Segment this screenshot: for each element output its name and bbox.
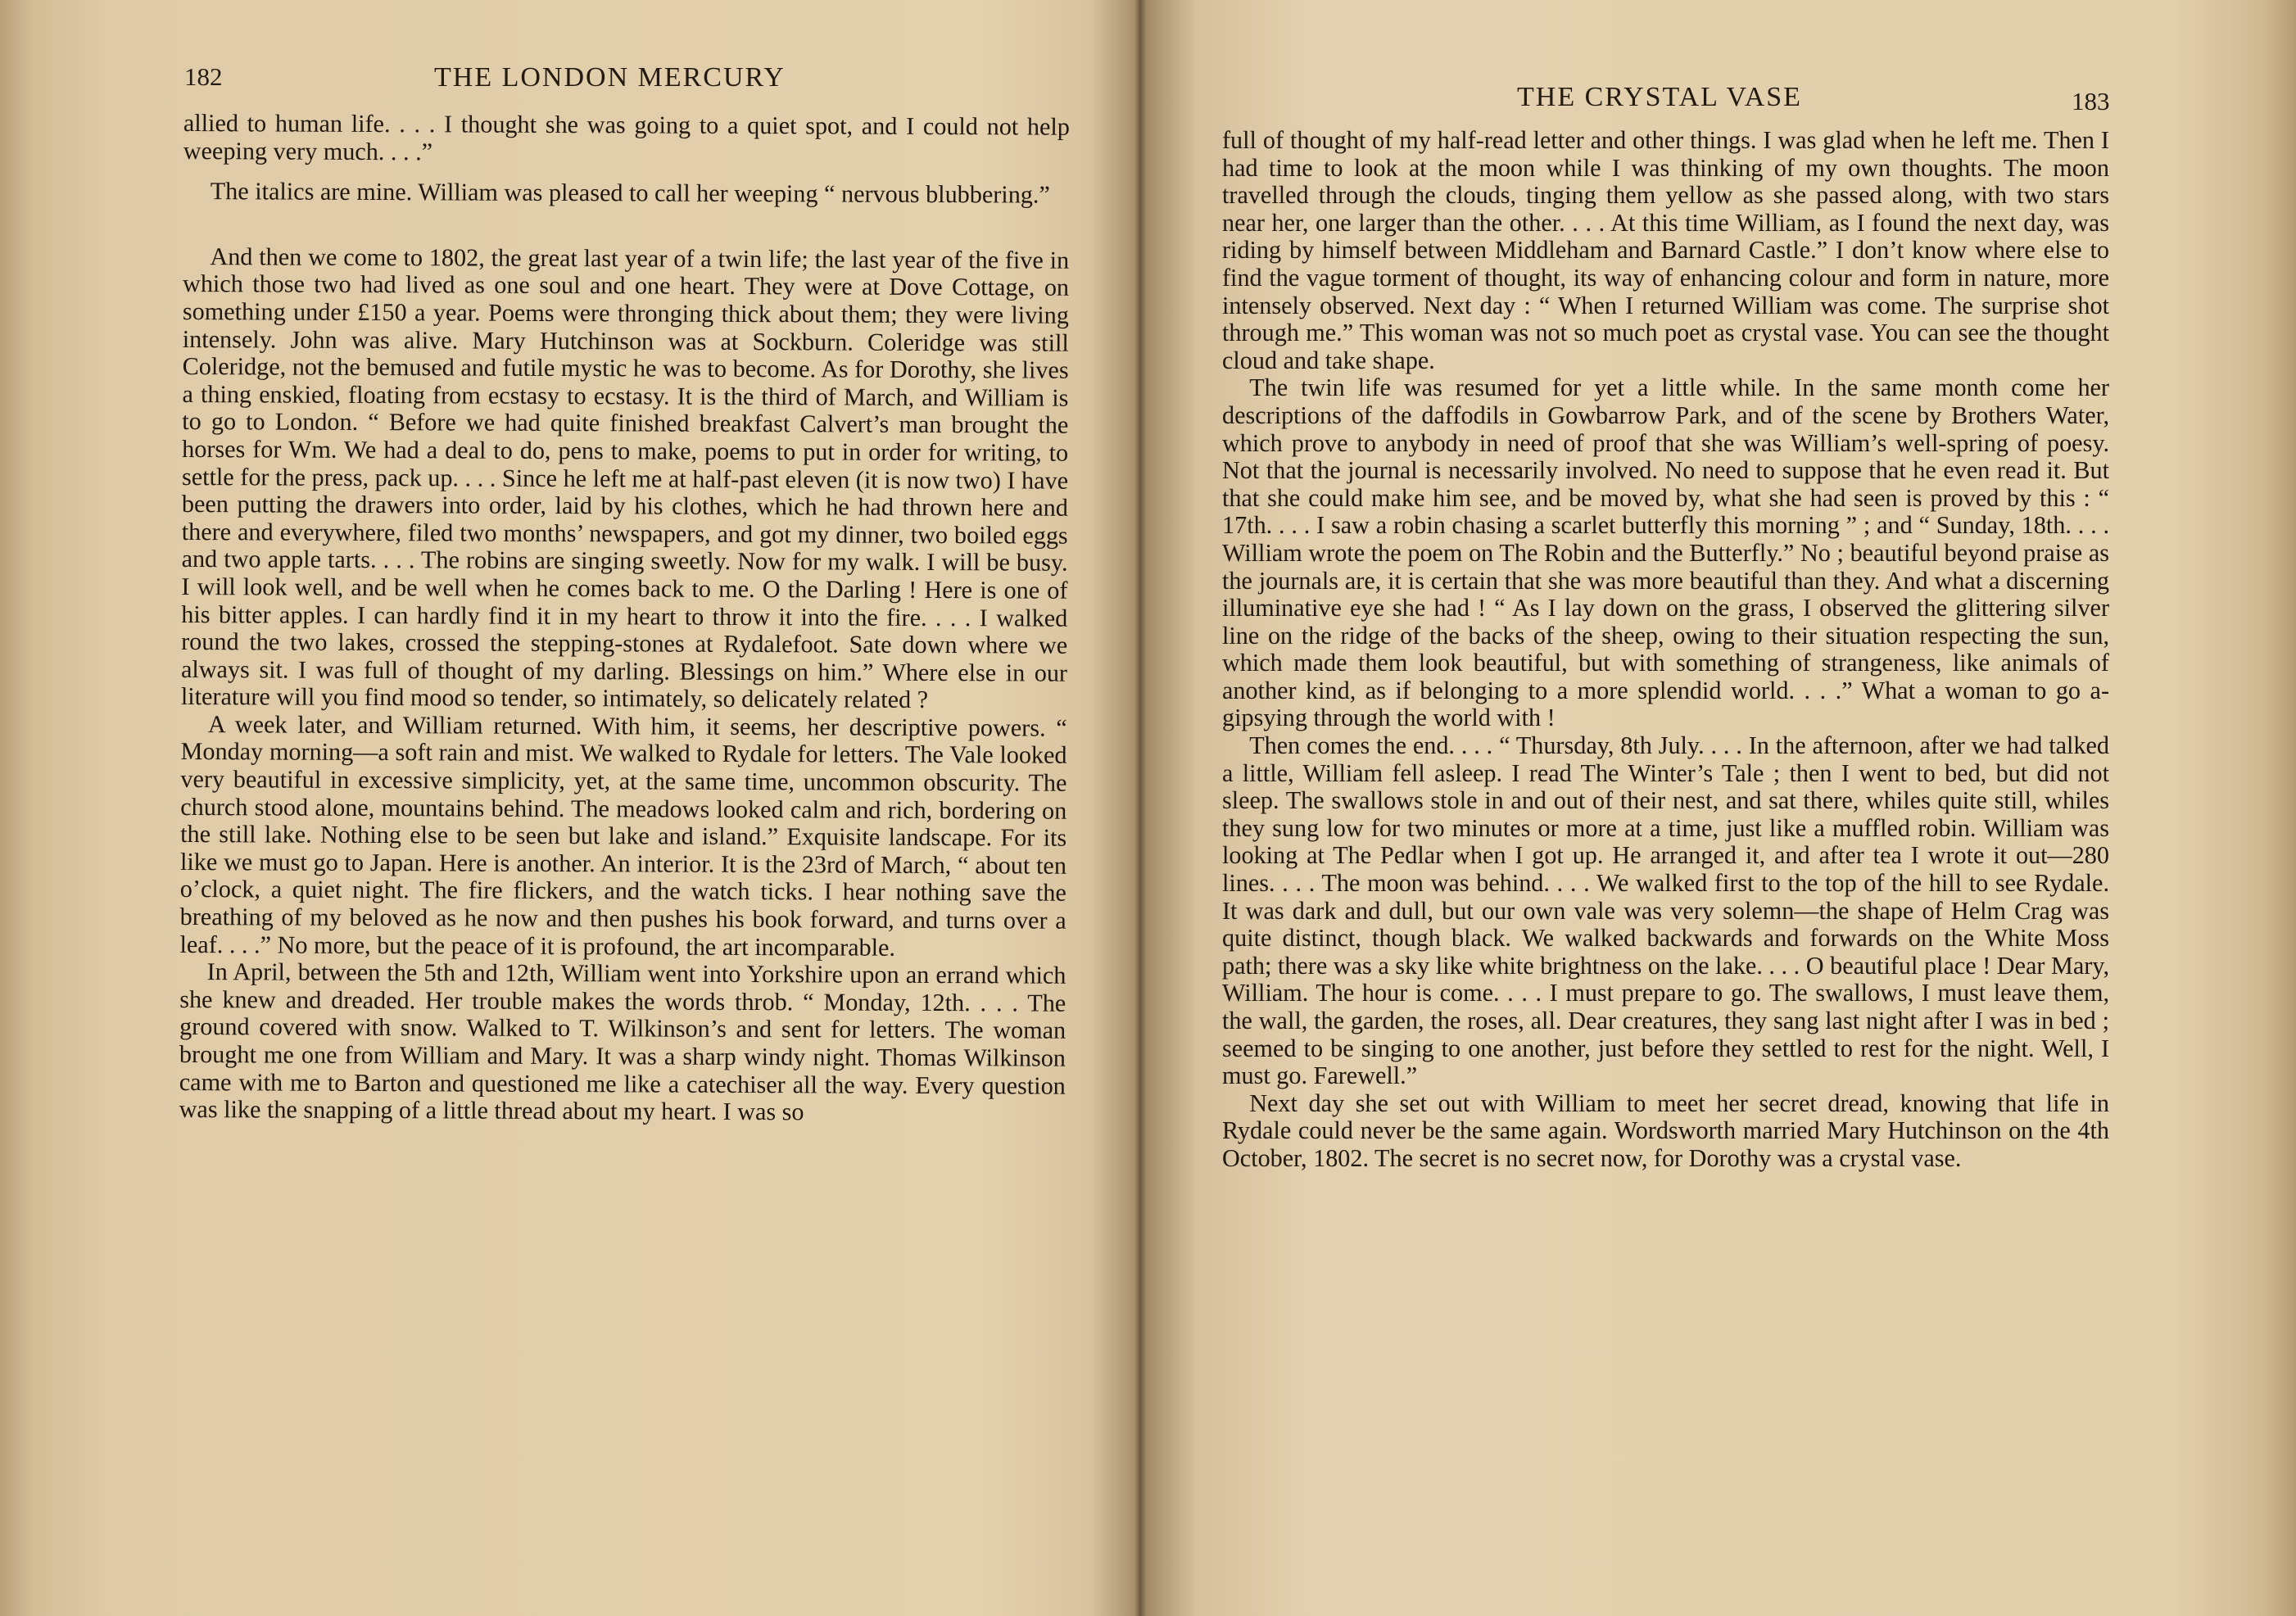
right-page-number: 183 [2072, 87, 2110, 115]
right-paragraph-1: full of thought of my half-read letter and other things. I was glad when he left me. Then I had time to look at the moon while I was thinking of my own thoughts. The moon travelled through the clouds, tinging them yellow as she passed along, with two stars near her, one larger than the other. . . . At this time William, as I found the next day, was riding by himself between Middleham and Barnard Castle.” I don’t know where else to find the vague torment of thought, its way of enhancing colour and form in nature, more intensely observed. Next day : “ When I returned William was come. The surprise shot through me.” This woman was not so much poet as crystal vase. You can see the thought cloud and take shape. [1222, 126, 2109, 374]
left-paragraph-2: The italics are mine. William was pleased to call her weeping “ nervous blubbering.” [210, 177, 1050, 209]
left-page [0, 0, 1140, 1616]
left-paragraph-3: And then we come to 1802, the great last year of a twin life; the last year of the five in which those two had lived as one soul and one heart. They were at Dove Cottage, on something under £150 a year. Poems were thronging thick about them; they were living intensely. John was alive. Mary Hutchinson was at Sockburn. Coleridge was still Coleridge, not the bemused and futile mystic he was to become. As for Dorothy, she lives a thing enskied, floating from ecstasy to ecstasy. It is the third of March, and William is to go to London. “ Before we had quite finished breakfast Calvert’s man brought the horses for Wm. We had a deal to do, pens to make, poems to put in order for writing, to settle for the press, pack up. . . . Since he left me at half-past eleven (it is now two) I have been putting the drawers into order, laid by his clothes, which he had thrown here and there and everywhere, filed two months’ newspapers, and got my dinner, two boiled eggs and two apple tarts. . . . The robins are singing sweetly. Now for my walk. I will be busy. I will look well, and be well when he comes back to me. O the Darling ! Here is one of his bitter apples. I can hardly find it in my heart to throw it into the fire. . . . I walked round the two lakes, crossed the stepping-stones at Rydalefoot. Sate down where we always sit. I was full of thought of my darling. Blessings on him.” Where else in our literature will you find mood so tender, so intimately, so delicately related ? [180, 242, 1070, 714]
left-page-number: 182 [184, 62, 223, 91]
left-body-text [179, 110, 1070, 1127]
left-paragraph-1: allied to human life. . . . I thought she was going to a quiet spot, and I could not help weeping very much. . . .” [183, 109, 1070, 165]
right-page [1140, 0, 2296, 1616]
right-running-head: THE CRYSTAL VASE [1517, 82, 1802, 112]
right-paragraph-4: Next day she set out with William to meet her secret dread, knowing that life in Rydale could never be the same again. Wordsworth married Mary Hutchinson on the 4th October, 1802. The secret is no secret now, for Dorothy was a crystal vase. [1222, 1089, 2109, 1172]
left-paragraph-5: In April, between the 5th and 12th, William went into Yorkshire upon an errand which she knew and dreaded. Her trouble makes the words throb. “ Monday, 12th. . . . The ground covered with snow. Walked to T. Wilkinson’s and sent for letters. The woman brought me one from William and Mary. It was a sharp windy night. Thomas Wilkinson came with me to Barton and questioned me like a catechiser all the way. Every question was like the snapping of a little thread about my heart. I was so [179, 957, 1066, 1126]
right-paragraph-3: Then comes the end. . . . “ Thursday, 8th July. . . . In the afternoon, after we had talked a little, William fell asleep. I read The Winter’s Tale ; then I went to bed, but did not sleep. The swallows stole in and out of their nest, and sat there, whiles quite still, whiles they sung low for two minutes or more at a time, just like a muffled robin. William was looking at The Pedlar when I got up. He arranged it, and after tea I wrote it out—280 lines. . . . The moon was behind. . . . We walked first to the top of the hill to see Rydale. It was dark and dull, but our own vale was very solemn—the shape of Helm Crag was quite distinct, though black. We walked backwards and forwards on the White Moss path; there was a sky like white brightness on the lake. . . . O beautiful place ! Dear Mary, William. The hour is come. . . . I must prepare to go. The swallows, I must leave them, the wall, the garden, the roses, all. Dear creatures, they sang last night after I was in bed ; seemed to be singing to one another, just before they settled to rest for the night. Well, I must go. Farewell.” [1222, 731, 2109, 1090]
right-paragraph-2: The twin life was resumed for yet a little while. In the same month come her descriptions of the daffodils in Gowbarrow Park, and of the scene by Brothers Water, which prove to anybody in need of proof that she was William’s well-spring of poesy. Not that the journal is necessarily involved. No need to suppose that he even read it. But that she could make him see, and be moved by, what she had seen is proved by this : “ 17th. . . . I saw a robin chasing a scarlet butterfly this morning ” ; and “ Sunday, 18th. . . . William wrote the poem on The Robin and the Butterfly.” No ; beautiful beyond praise as the journals are, it is certain that she was more beautiful than they. And what a discerning illuminative eye she had ! “ As I lay down on the grass, I observed the glittering silver line on the ridge of the backs of the sheep, owing to their situation respecting the sun, which made them look beautiful, but with something of strangeness, like animals of another kind, as if belonging to a more splendid world. . . .” What a woman to go a-gipsying through the world with ! [1222, 373, 2109, 732]
left-paragraph-4: A week later, and William returned. With him, it seems, her descriptive powers. “ Monday morning—a soft rain and mist. We walked to Rydale for letters. The Vale looked very beautiful in excessive simplicity, yet, at the same time, uncommon obscurity. The church stood alone, mountains behind. The meadows looked calm and rich, bordering on the still lake. Nothing else to be seen but lake and island.” Exquisite landscape. For its like we must go to Japan. Here is another. An interior. It is the 23rd of March, “ about ten o’clock, a quiet night. The fire flickers, and the watch ticks. I hear nothing save the breathing of my beloved as he now and then pushes his book forward, and turns over a leaf. . . .” No more, but the peace of it is profound, the art incomparable. [179, 710, 1067, 962]
left-running-head: THE LONDON MERCURY [434, 62, 786, 93]
right-body-text [1222, 127, 2109, 1173]
